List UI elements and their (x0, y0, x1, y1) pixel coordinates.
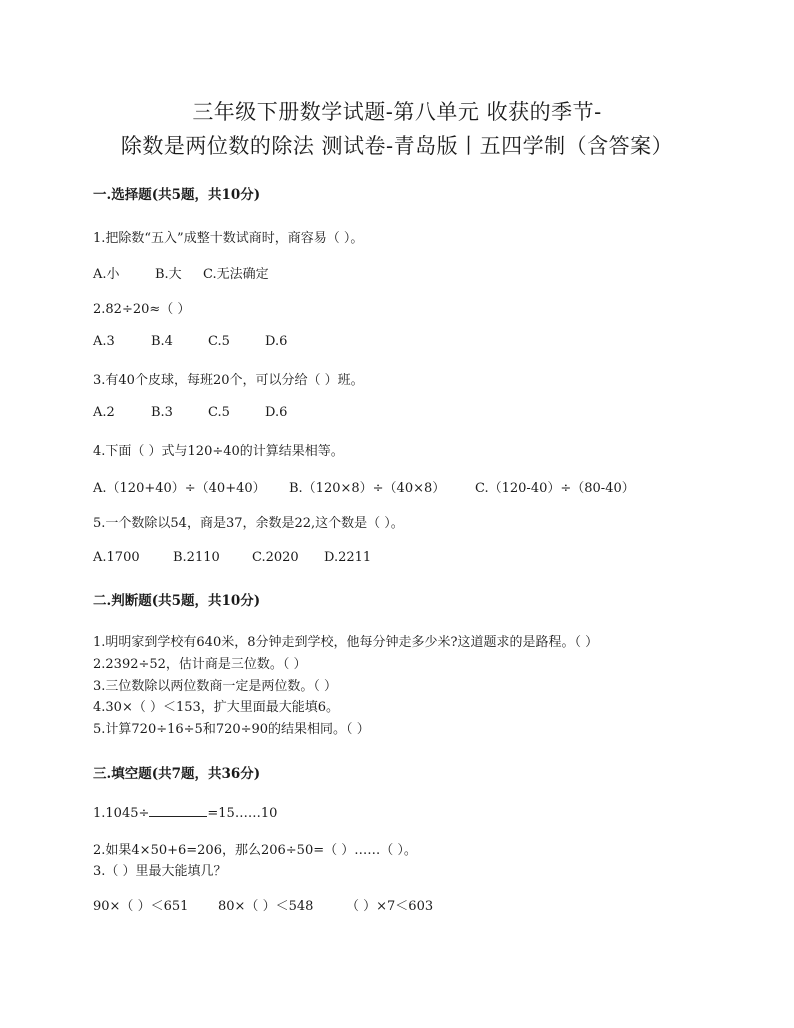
option: C.5 (208, 405, 230, 420)
option: C.5 (208, 334, 230, 349)
option: D.6 (265, 405, 288, 420)
title-line-2: 除数是两位数的除法 测试卷-青岛版丨五四学制（含答案） (120, 134, 674, 158)
inequality-item: 90×（ ）＜651 (93, 899, 189, 914)
fill-question-1 (93, 803, 277, 821)
fill-question-2: 2.如果4×50+6=206，那么206÷50=（ ）……（ ）。 (93, 843, 417, 858)
option: D.2211 (324, 550, 372, 565)
option: B.（120×8）÷（40×8） (289, 481, 446, 496)
option: D.6 (265, 334, 288, 349)
question-1-5-options (93, 550, 371, 565)
judgement-item: 1.明明家到学校有640米，8分钟走到学校，他每分钟走多少米?这道题求的是路程。（ ） (93, 635, 599, 650)
option: B.大 (155, 267, 182, 282)
option: C.（120-40）÷（80-40） (475, 481, 635, 496)
inequality-item: （ ）×7＜603 (346, 899, 434, 914)
fill-question-3-items (93, 895, 433, 914)
fill-question-1-prefix: 1.1045÷ (93, 806, 150, 821)
judgement-item: 4.30×（ ）＜153，扩大里面最大能填6。 (93, 700, 340, 715)
question-1-3-options (93, 405, 287, 420)
option: B.4 (151, 334, 173, 349)
section-2-heading: 二.判断题(共5题，共10分) (93, 593, 261, 609)
option: B.3 (151, 405, 173, 420)
option: B.2110 (173, 550, 220, 565)
fill-question-3: 3.（ ）里最大能填几？ (93, 864, 227, 879)
option: A.2 (93, 405, 115, 420)
judgement-item: 3.三位数除以两位数商一定是两位数。（ ） (93, 679, 338, 694)
title-line-1: 三年级下册数学试题-第八单元 收获的季节- (192, 100, 602, 124)
option: C.无法确定 (203, 267, 269, 282)
judgement-item: 5.计算720÷16÷5和720÷90的结果相同。（ ） (93, 722, 370, 737)
question-1-2: 2.82÷20≈（ ） (93, 302, 191, 317)
section-1-heading: 一.选择题(共5题，共10分) (93, 187, 261, 203)
option: A.（120+40）÷（40+40） (93, 481, 266, 496)
option: A.3 (93, 334, 115, 349)
question-1-1: 1.把除数“五入”成整十数试商时，商容易（ ）。 (93, 231, 364, 246)
question-1-1-options (93, 263, 269, 282)
option: A.小 (93, 267, 120, 282)
fill-question-1-suffix: =15……10 (207, 806, 278, 821)
section-3-heading: 三.填空题(共7题，共36分) (93, 766, 261, 782)
option: A.1700 (93, 550, 140, 565)
inequality-item: 80×（ ）＜548 (218, 899, 314, 914)
question-1-2-options (93, 334, 287, 349)
question-1-5: 5.一个数除以54，商是37，余数是22,这个数是（ ）。 (93, 516, 404, 531)
question-1-4-options (93, 477, 635, 496)
question-1-3: 3.有40个皮球，每班20个，可以分给（ ）班。 (93, 373, 364, 388)
judgement-item: 2.2392÷52，估计商是三位数。（ ） (93, 657, 307, 672)
answer-blank (149, 803, 207, 817)
option: C.2020 (252, 550, 299, 565)
question-1-4: 4.下面（ ）式与120÷40的计算结果相等。 (93, 444, 344, 459)
